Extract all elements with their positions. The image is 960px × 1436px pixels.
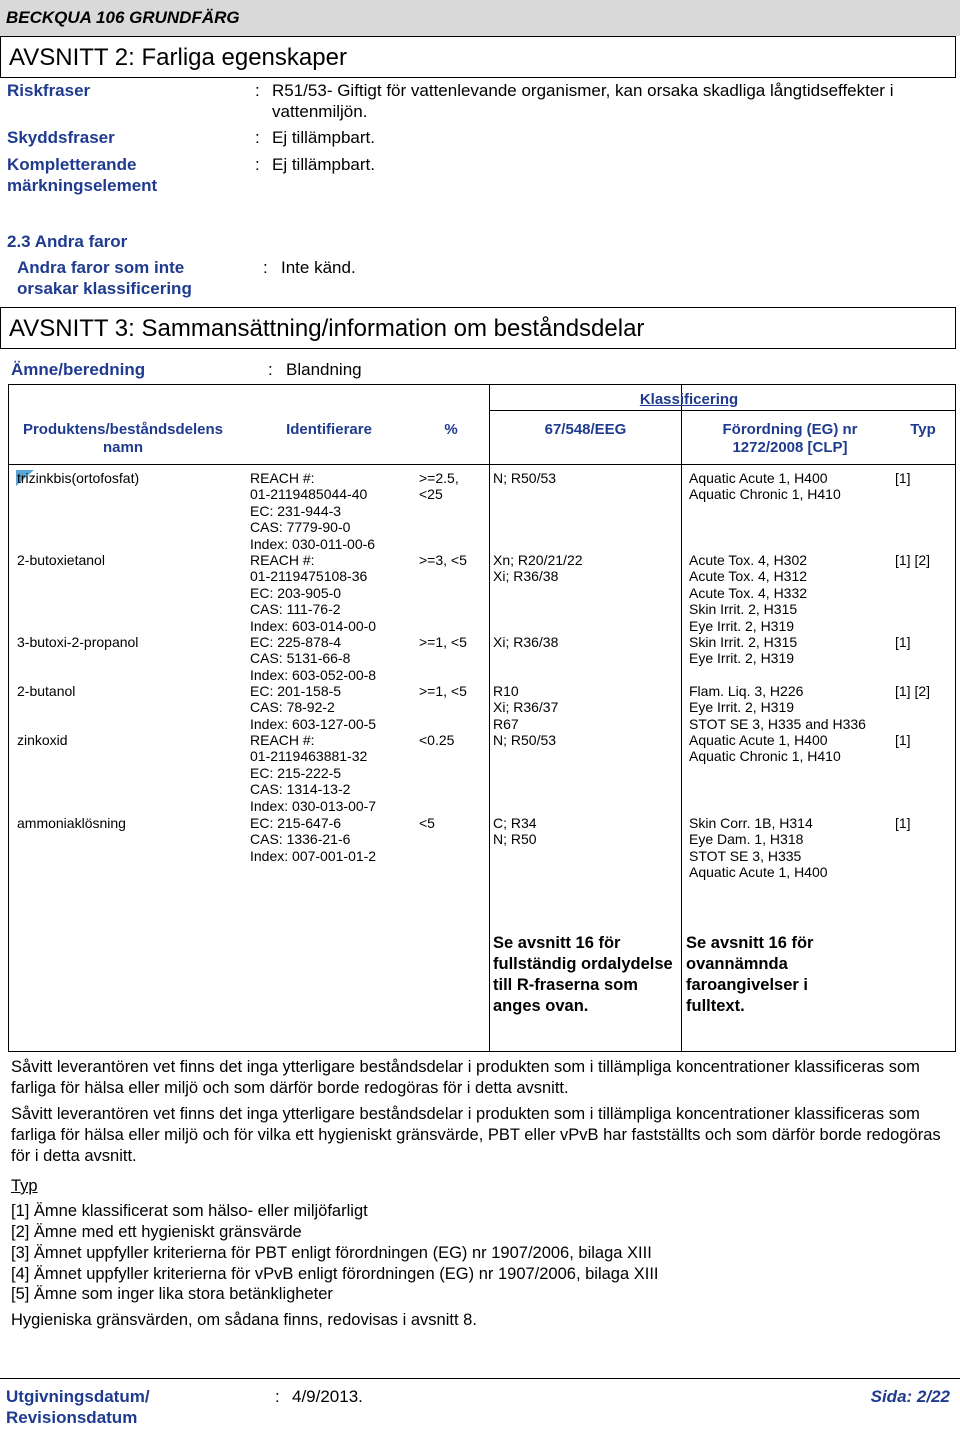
- footnote-clp: Se avsnitt 16 för ovannämnda faroangivelser i fulltext.: [686, 934, 814, 1015]
- cell-name: ammoniaklösning: [17, 815, 126, 831]
- cell-identifier: CAS: 111-76-2: [250, 601, 341, 618]
- riskfraser-label: Riskfraser: [7, 81, 91, 100]
- kompletterande-value: Ej tillämpbart.: [272, 155, 375, 174]
- substance-label: Ämne/beredning: [11, 360, 146, 379]
- cell-identifier: CAS: 5131-66-8: [250, 650, 351, 667]
- cell-percent: >=2.5,: [419, 470, 459, 486]
- section-2-header: [0, 36, 956, 78]
- cell-identifier: EC: 231-944-3: [250, 502, 342, 519]
- cell-type: [1]: [895, 732, 911, 748]
- cell-name: zinkoxid: [17, 732, 68, 748]
- col-eeg-header: 67/548/EEG: [544, 421, 627, 438]
- col-percent-header: %: [444, 421, 458, 438]
- document-header: [0, 0, 960, 36]
- cell-clp: Aquatic Acute 1, H400: [689, 470, 828, 486]
- cell-identifier: EC: 215-222-5: [250, 764, 342, 781]
- cell-clp: STOT SE 3, H335 and H336: [689, 715, 866, 732]
- skyddsfraser-value: Ej tillämpbart.: [272, 128, 375, 147]
- page-number: Sida: 2/22: [870, 1387, 950, 1406]
- cell-eeg: R67: [493, 715, 519, 732]
- cell-type: [1] [2]: [895, 552, 931, 568]
- cell-identifier: REACH #:: [250, 552, 315, 568]
- cell-identifier: CAS: 1336-21-6: [250, 831, 351, 848]
- cell-percent: <0.25: [419, 732, 455, 748]
- cell-eeg: C; R34: [493, 815, 537, 831]
- cell-identifier: CAS: 7779-90-0: [250, 519, 351, 536]
- cell-name: 3-butoxi-2-propanol: [17, 634, 139, 650]
- andra-faror-heading: 2.3 Andra faror: [7, 232, 128, 251]
- cell-identifier: Index: 603-052-00-8: [250, 666, 377, 683]
- typ-heading: Typ: [11, 1177, 38, 1195]
- cell-identifier: Index: 603-014-00-0: [250, 617, 377, 634]
- cell-type: [1]: [895, 815, 911, 831]
- hygiene-note: Hygieniska gränsvärden, om sådana finns, redovisas i avsnitt 8.: [11, 1311, 477, 1329]
- cell-eeg: Xi; R36/37: [493, 699, 559, 716]
- riskfraser-value: R51/53- Giftigt för vattenlevande organismer, kan orsaka skadliga långtidseffekter i vattenmiljön.: [272, 81, 894, 121]
- product-name: BECKQUA 106 GRUNDFÄRG: [6, 8, 240, 27]
- cell-identifier: EC: 225-878-4: [250, 634, 342, 650]
- cell-clp: Aquatic Acute 1, H400: [689, 732, 828, 748]
- issue-date-value: 4/9/2013.: [292, 1387, 363, 1406]
- cell-identifier: Index: 603-127-00-5: [250, 715, 377, 732]
- cell-eeg: N; R50/53: [493, 732, 557, 748]
- typ-item-5: [5] Ämne som inger lika stora betänkligheter: [11, 1285, 333, 1303]
- cell-identifier: 01-2119485044-40: [250, 486, 368, 503]
- col-clp-header: Förordning (EG) nr 1272/2008 [CLP]: [722, 421, 858, 456]
- cell-eeg: R10: [493, 683, 519, 699]
- cell-clp: Skin Irrit. 2, H315: [689, 634, 798, 650]
- cell-identifier: CAS: 78-92-2: [250, 699, 335, 716]
- andra-faror-label: Andra faror som inte orsakar klassificering: [17, 258, 192, 298]
- cell-identifier: EC: 215-647-6: [250, 815, 342, 831]
- andra-faror-value: Inte känd.: [281, 258, 356, 277]
- cell-identifier: EC: 201-158-5: [250, 683, 342, 699]
- cell-eeg: Xi; R36/38: [493, 634, 559, 650]
- cell-clp: Acute Tox. 4, H332: [689, 584, 808, 601]
- section-2-title: AVSNITT 2: Farliga egenskaper: [9, 44, 347, 71]
- paragraph-1: Såvitt leverantören vet finns det inga ytterligare beståndsdelar i produkten som i tillämpliga koncentrationer klassificeras som farliga för hälsa eller miljö och som därför borde redogöras för i detta avsnitt.: [11, 1058, 920, 1097]
- cell-identifier: Index: 030-011-00-6: [250, 535, 376, 552]
- paragraph-2: Såvitt leverantören vet finns det inga ytterligare beståndsdelar i produkten som i tillämpliga koncentrationer klassificeras som farliga för hälsa eller miljö och för vilka ett hygieniskt gränsvärde, PBT eller vPvB har fastställts och som därför borde redogöras för i detta avsnitt.: [11, 1105, 941, 1165]
- cell-clp: Flam. Liq. 3, H226: [689, 683, 804, 699]
- col-identifier-header: Identifierare: [286, 421, 372, 438]
- cell-identifier: Index: 007-001-01-2: [250, 847, 377, 864]
- cell-type: [1]: [895, 470, 911, 486]
- cell-name: trizinkbis(ortofosfat): [17, 470, 140, 486]
- cell-identifier: EC: 203-905-0: [250, 584, 342, 601]
- cell-clp: Eye Dam. 1, H318: [689, 831, 804, 848]
- cell-identifier: 01-2119463881-32: [250, 748, 368, 765]
- kompletterande-label: Kompletterande märkningselement: [7, 155, 158, 195]
- cell-clp: Acute Tox. 4, H312: [689, 568, 808, 585]
- cell-eeg: Xn; R20/21/22: [493, 552, 583, 568]
- substance-value: Blandning: [286, 360, 362, 379]
- skyddsfraser-label: Skyddsfraser: [7, 128, 115, 147]
- cell-clp: Aquatic Chronic 1, H410: [689, 486, 841, 503]
- cell-percent: >=3, <5: [419, 552, 467, 568]
- footnote-eeg: Se avsnitt 16 för fullständig ordalydelse till R-fraserna som anges ovan.: [493, 934, 673, 1015]
- cell-identifier: 01-2119475108-36: [250, 568, 368, 585]
- cell-clp: STOT SE 3, H335: [689, 847, 802, 864]
- cell-eeg: N; R50/53: [493, 470, 557, 486]
- cell-percent: >=1, <5: [419, 683, 467, 699]
- cell-clp: Eye Irrit. 2, H319: [689, 650, 795, 667]
- cell-percent: >=1, <5: [419, 634, 467, 650]
- cell-clp: Eye Irrit. 2, H319: [689, 617, 795, 634]
- cell-eeg: Xi; R36/38: [493, 568, 559, 585]
- cell-type: [1] [2]: [895, 683, 931, 699]
- col-type-header: Typ: [910, 421, 936, 438]
- cell-percent: <5: [419, 815, 435, 831]
- cell-clp: Skin Irrit. 2, H315: [689, 601, 798, 618]
- cell-percent: <25: [419, 486, 443, 503]
- col-name-header: Produktens/beståndsdelens namn: [22, 421, 224, 456]
- cell-clp: Aquatic Chronic 1, H410: [689, 748, 841, 765]
- cell-clp: Eye Irrit. 2, H319: [689, 699, 795, 716]
- cell-type: [1]: [895, 634, 911, 650]
- cell-identifier: CAS: 1314-13-2: [250, 781, 351, 798]
- typ-item-3: [3] Ämnet uppfyller kriterierna för PBT enligt förordningen (EG) nr 1907/2006, bilaga XIII: [11, 1244, 652, 1262]
- cell-clp: Acute Tox. 4, H302: [689, 552, 808, 568]
- klassificering-header: Klassificering: [639, 391, 739, 408]
- cell-name: 2-butanol: [17, 683, 76, 699]
- cell-identifier: REACH #:: [250, 470, 315, 486]
- cell-identifier: Index: 030-013-00-7: [250, 797, 377, 814]
- cell-clp: Skin Corr. 1B, H314: [689, 815, 813, 831]
- issue-date-label: Utgivningsdatum/ Revisionsdatum: [6, 1387, 150, 1427]
- typ-item-1: [1] Ämne klassificerat som hälso- eller miljöfarligt: [11, 1202, 368, 1220]
- cell-identifier: REACH #:: [250, 732, 315, 748]
- cell-clp: Aquatic Acute 1, H400: [689, 864, 828, 881]
- page-footer: [0, 1378, 960, 1379]
- section-3-header: [0, 307, 956, 349]
- typ-item-4: [4] Ämnet uppfyller kriterierna för vPvB enligt förordningen (EG) nr 1907/2006, bilaga XIII: [11, 1265, 659, 1283]
- cell-name: 2-butoxietanol: [17, 552, 105, 568]
- cell-eeg: N; R50: [493, 831, 537, 848]
- section-3-title: AVSNITT 3: Sammansättning/information om beståndsdelar: [9, 315, 645, 342]
- typ-item-2: [2] Ämne med ett hygieniskt gränsvärde: [11, 1223, 302, 1241]
